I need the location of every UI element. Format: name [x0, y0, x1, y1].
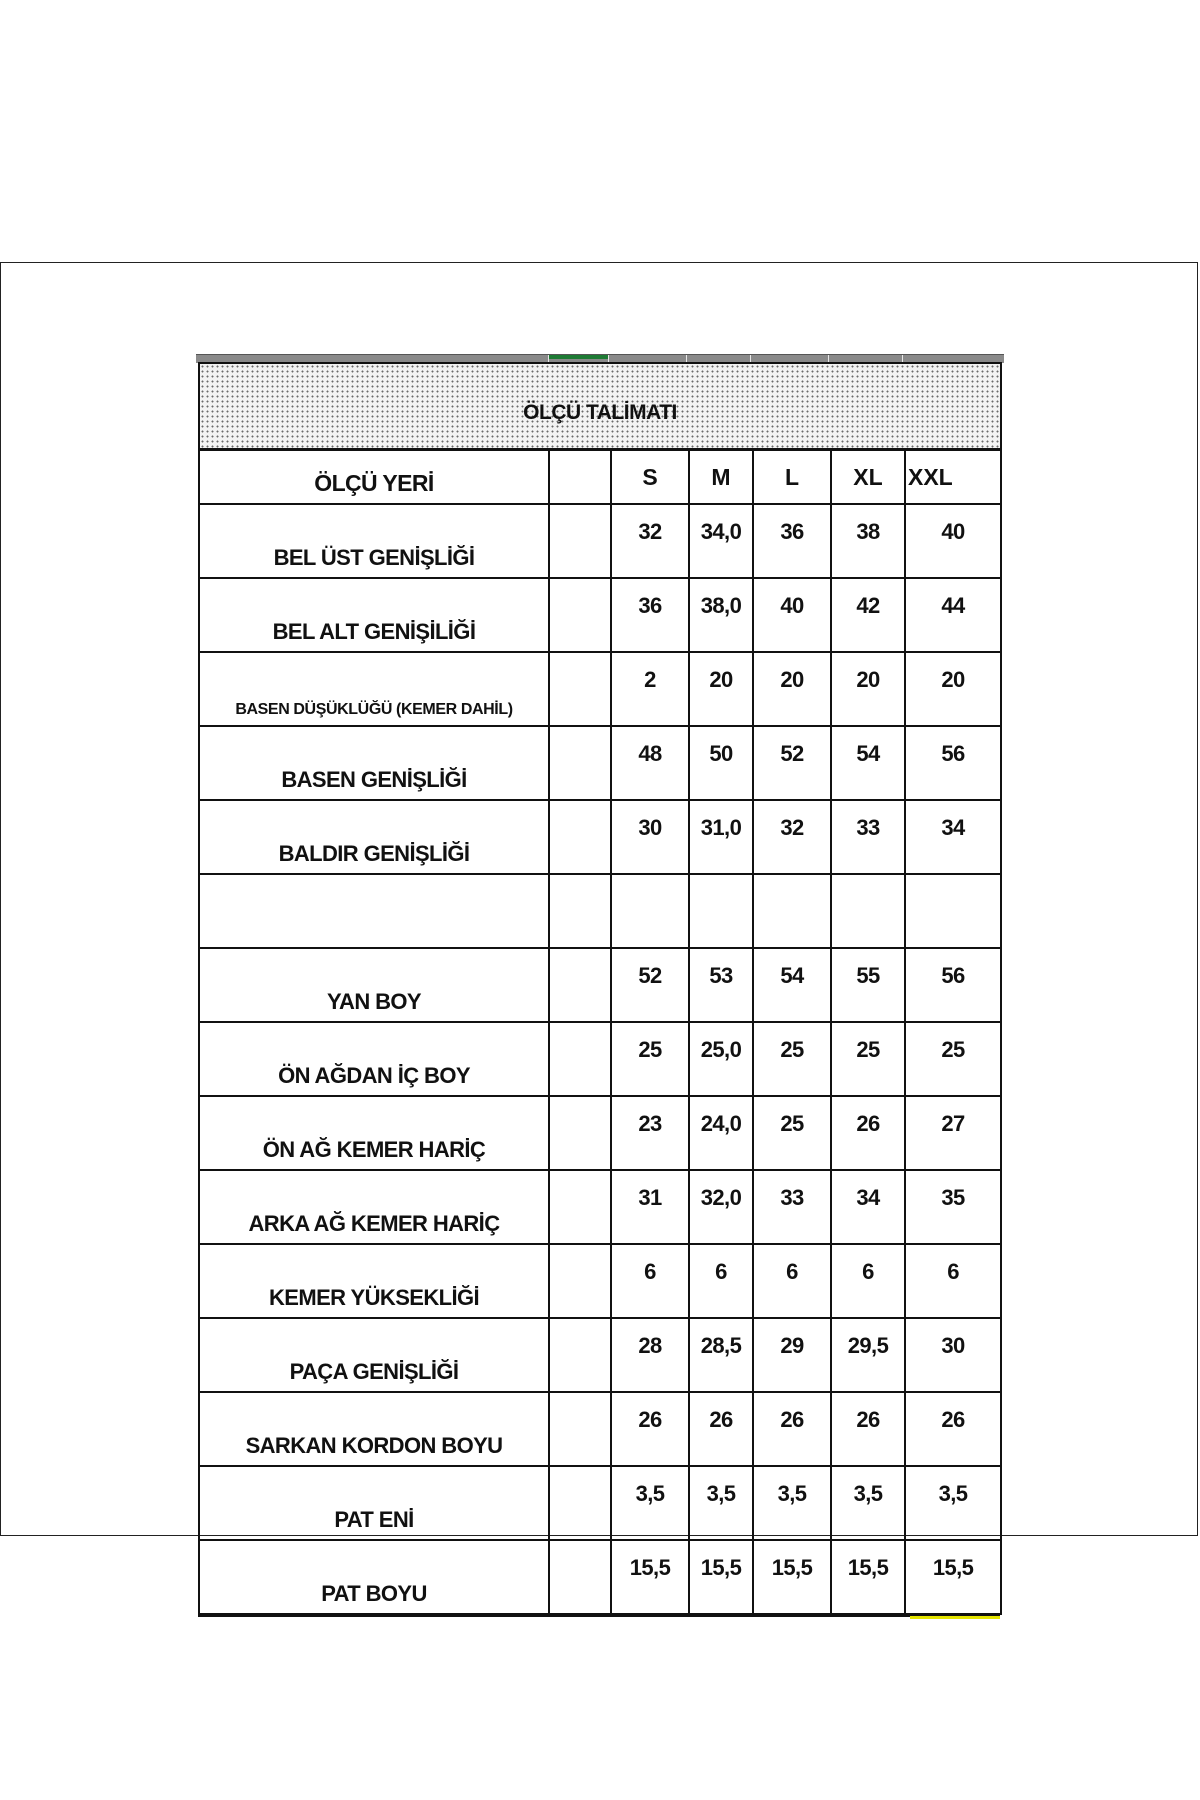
table-row	[199, 652, 1001, 726]
measurement-label: BEL ALT GENİŞİLİĞİ	[199, 578, 549, 652]
measurement-value: 25	[753, 1022, 831, 1096]
page-title: ÖLÇÜ TALİMATI	[523, 401, 677, 424]
measurement-value: 2	[611, 652, 689, 726]
measurement-label: ÖN AĞDAN İÇ BOY	[199, 1022, 549, 1096]
measurement-value: 28	[611, 1318, 689, 1392]
empty-column-cell	[549, 652, 611, 726]
measurement-value: 26	[831, 1392, 905, 1466]
measurement-label: BASEN GENİŞLİĞİ	[199, 726, 549, 800]
measurement-value: 15,5	[831, 1540, 905, 1614]
measurement-value: 54	[831, 726, 905, 800]
measurement-value: 55	[831, 948, 905, 1022]
empty-column-cell	[549, 1244, 611, 1318]
table-row	[199, 948, 1001, 1022]
measurement-value: 31,0	[689, 800, 753, 874]
header-label: ÖLÇÜ YERİ	[199, 450, 549, 505]
table-row	[199, 874, 1001, 948]
measurement-value: 6	[753, 1244, 831, 1318]
measurement-label: YAN BOY	[199, 948, 549, 1022]
measurement-label: BEL ÜST GENİŞLİĞİ	[199, 504, 549, 578]
table-row	[199, 800, 1001, 874]
measurement-value: 56	[905, 726, 1001, 800]
measurement-value: 3,5	[753, 1466, 831, 1540]
empty-column-cell	[549, 1466, 611, 1540]
table-row	[199, 726, 1001, 800]
measurement-value: 26	[905, 1392, 1001, 1466]
measurement-value: 52	[611, 948, 689, 1022]
measurement-value: 34,0	[689, 504, 753, 578]
measurement-value: 54	[753, 948, 831, 1022]
measurement-label: KEMER YÜKSEKLİĞİ	[199, 1244, 549, 1318]
measurement-label: PAT BOYU	[199, 1540, 549, 1614]
selected-column-indicator	[548, 355, 608, 359]
measurement-value: 25	[905, 1022, 1001, 1096]
measurement-label	[199, 874, 549, 948]
measurement-value: 30	[905, 1318, 1001, 1392]
measurement-value: 20	[905, 652, 1001, 726]
measurement-value: 32	[611, 504, 689, 578]
measurement-value: 40	[753, 578, 831, 652]
measurement-value: 25	[753, 1096, 831, 1170]
measurement-value: 25,0	[689, 1022, 753, 1096]
table-row	[199, 578, 1001, 652]
measurement-value: 33	[831, 800, 905, 874]
measurement-value: 27	[905, 1096, 1001, 1170]
table-row	[199, 504, 1001, 578]
measurement-value: 23	[611, 1096, 689, 1170]
measurement-value: 29,5	[831, 1318, 905, 1392]
table-row	[199, 1244, 1001, 1318]
measurement-value: 26	[753, 1392, 831, 1466]
empty-column-cell	[549, 1392, 611, 1466]
measurement-value: 42	[831, 578, 905, 652]
measurement-value	[905, 874, 1001, 948]
table-row	[199, 1170, 1001, 1244]
measurement-value: 26	[611, 1392, 689, 1466]
empty-column-cell	[549, 1170, 611, 1244]
measurement-value: 15,5	[689, 1540, 753, 1614]
measurement-value: 6	[611, 1244, 689, 1318]
measurement-value: 15,5	[611, 1540, 689, 1614]
measurement-value: 20	[831, 652, 905, 726]
measurement-value: 56	[905, 948, 1001, 1022]
measurement-value: 32,0	[689, 1170, 753, 1244]
empty-column-cell	[549, 450, 611, 505]
table-row	[199, 1466, 1001, 1540]
measurement-value: 53	[689, 948, 753, 1022]
size-header-l: L	[753, 450, 831, 505]
size-header-s: S	[611, 450, 689, 505]
measurement-value: 32	[753, 800, 831, 874]
measurement-value: 25	[831, 1022, 905, 1096]
measurement-label: PAT ENİ	[199, 1466, 549, 1540]
measurement-label: PAÇA GENİŞLİĞİ	[199, 1318, 549, 1392]
measurement-value: 20	[689, 652, 753, 726]
measurement-value: 15,5	[905, 1540, 1001, 1614]
empty-column-cell	[549, 1022, 611, 1096]
empty-column-cell	[549, 948, 611, 1022]
size-chart-table	[198, 362, 1002, 1615]
measurement-value: 6	[689, 1244, 753, 1318]
measurement-label: BALDIR GENİŞLİĞİ	[199, 800, 549, 874]
measurement-value	[753, 874, 831, 948]
size-header-m: M	[689, 450, 753, 505]
size-header-xl: XL	[831, 450, 905, 505]
title-cell	[199, 363, 1001, 450]
measurement-value: 38,0	[689, 578, 753, 652]
measurement-value: 3,5	[831, 1466, 905, 1540]
empty-column-cell	[549, 800, 611, 874]
measurement-value: 3,5	[689, 1466, 753, 1540]
header-row	[199, 450, 1001, 505]
measurement-value: 34	[831, 1170, 905, 1244]
measurement-value: 36	[753, 504, 831, 578]
measurement-label: ARKA AĞ KEMER HARİÇ	[199, 1170, 549, 1244]
empty-column-cell	[549, 504, 611, 578]
empty-column-cell	[549, 1318, 611, 1392]
table-row	[199, 1096, 1001, 1170]
table-bottom-border	[198, 1613, 1000, 1617]
measurement-value: 36	[611, 578, 689, 652]
measurement-value: 35	[905, 1170, 1001, 1244]
measurement-value: 3,5	[905, 1466, 1001, 1540]
measurement-value	[689, 874, 753, 948]
measurement-value: 28,5	[689, 1318, 753, 1392]
measurement-value: 33	[753, 1170, 831, 1244]
measurement-value: 29	[753, 1318, 831, 1392]
measurement-value: 6	[905, 1244, 1001, 1318]
table-row	[199, 1318, 1001, 1392]
measurement-value: 48	[611, 726, 689, 800]
table-row	[199, 1022, 1001, 1096]
measurement-value: 20	[753, 652, 831, 726]
measurement-value: 34	[905, 800, 1001, 874]
empty-column-cell	[549, 1540, 611, 1614]
measurement-value: 15,5	[753, 1540, 831, 1614]
measurement-value: 26	[689, 1392, 753, 1466]
measurement-value: 30	[611, 800, 689, 874]
measurement-value	[611, 874, 689, 948]
empty-column-cell	[549, 578, 611, 652]
measurement-value: 38	[831, 504, 905, 578]
measurement-label: BASEN DÜŞÜKLÜĞÜ (KEMER DAHİL)	[199, 652, 549, 726]
measurement-value: 3,5	[611, 1466, 689, 1540]
measurement-value: 52	[753, 726, 831, 800]
empty-column-cell	[549, 1096, 611, 1170]
empty-column-cell	[549, 726, 611, 800]
measurement-value: 26	[831, 1096, 905, 1170]
measurement-value: 31	[611, 1170, 689, 1244]
table-row	[199, 1540, 1001, 1614]
measurement-value: 50	[689, 726, 753, 800]
size-header-xxl: XXL	[905, 450, 1001, 505]
measurement-value: 6	[831, 1244, 905, 1318]
measurement-value: 40	[905, 504, 1001, 578]
measurement-label: ÖN AĞ KEMER HARİÇ	[199, 1096, 549, 1170]
empty-column-cell	[549, 874, 611, 948]
measurement-value	[831, 874, 905, 948]
measurement-label: SARKAN KORDON BOYU	[199, 1392, 549, 1466]
table-row	[199, 1392, 1001, 1466]
measurement-value: 24,0	[689, 1096, 753, 1170]
measurement-value: 25	[611, 1022, 689, 1096]
measurement-value: 44	[905, 578, 1001, 652]
cell-highlight-marker	[910, 1616, 1000, 1619]
